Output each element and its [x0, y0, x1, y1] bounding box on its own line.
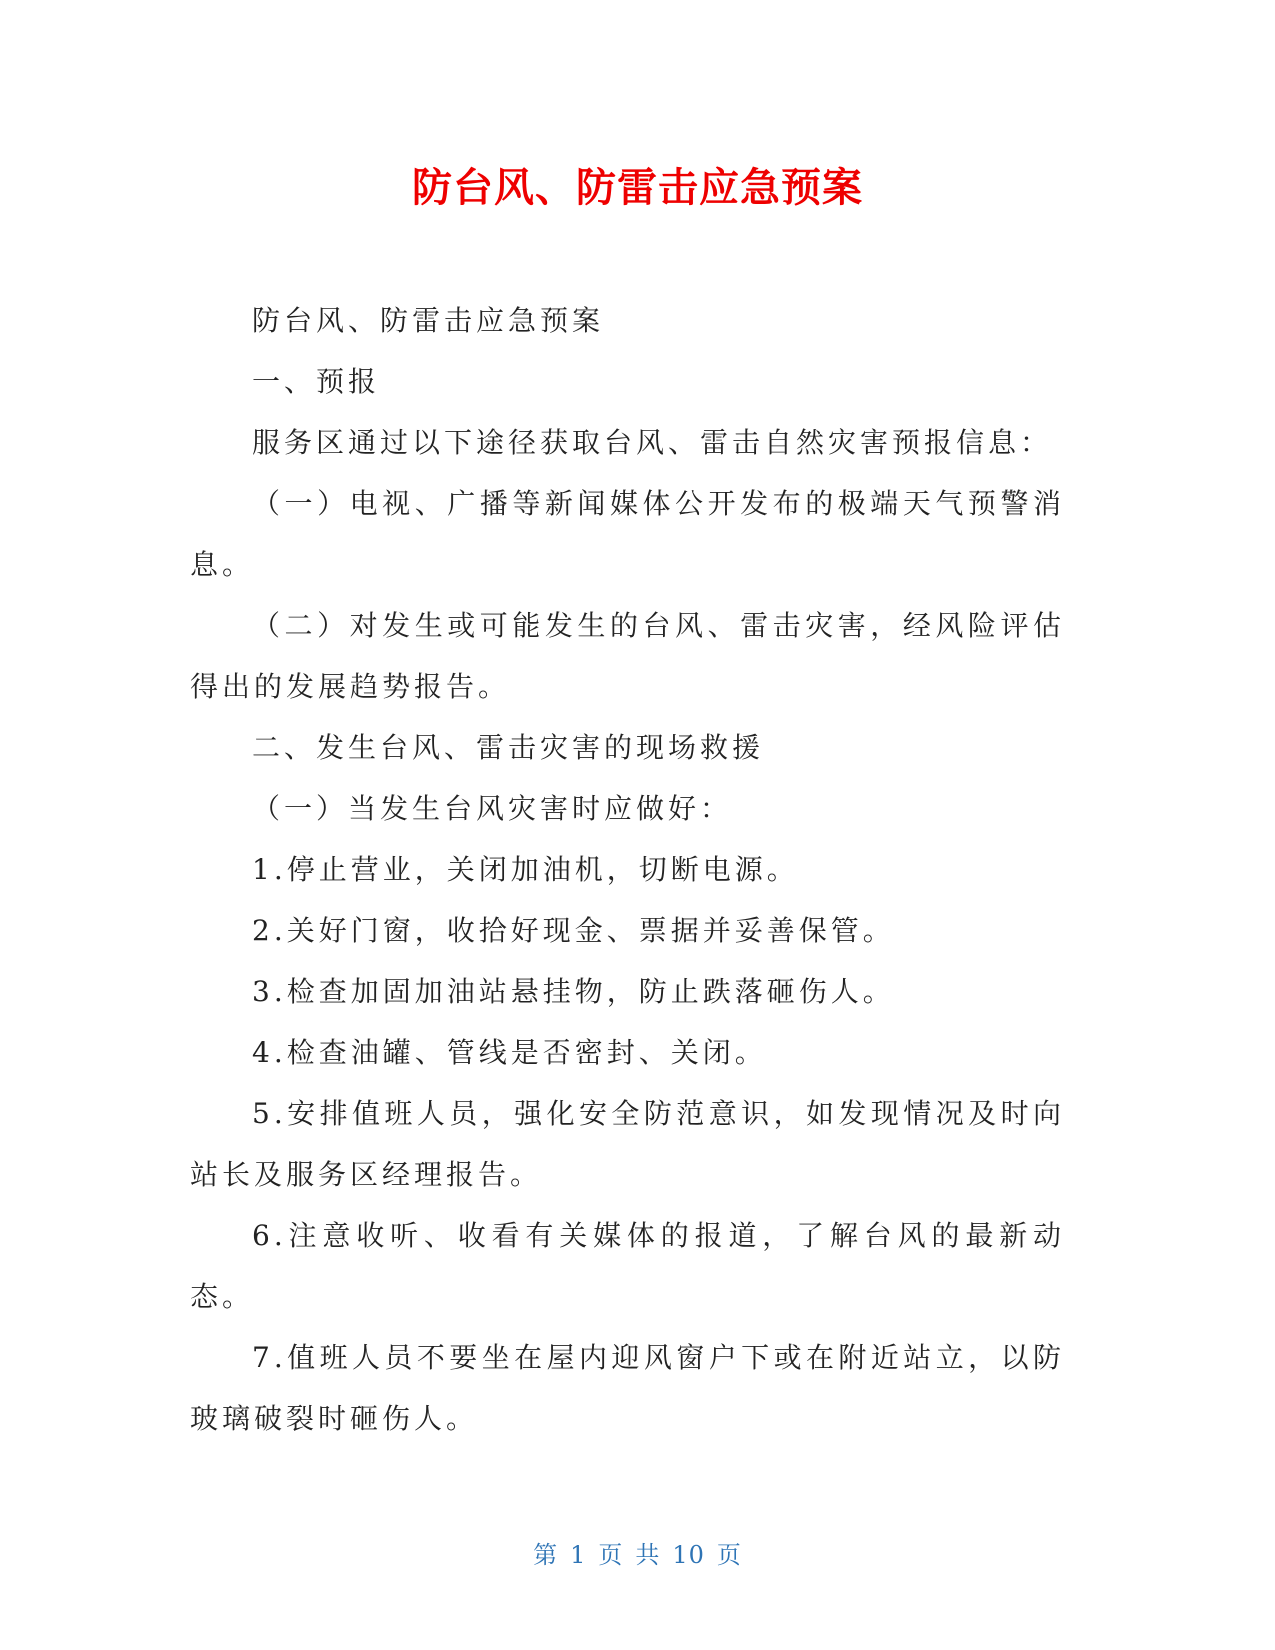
section-heading: 二、发生台风、雷击灾害的现场救援 — [252, 731, 765, 764]
section-heading: 一、预报 — [252, 365, 381, 398]
list-item: 4.检查油罐、管线是否密封、关闭。 — [252, 1036, 767, 1069]
list-item: （二）对发生或可能发生的台风、雷击灾害，经风险评估得出的发展趋势报告。 — [190, 609, 1065, 703]
list-item: （一）电视、广播等新闻媒体公开发布的极端天气预警消息。 — [190, 487, 1065, 581]
page-footer — [0, 1540, 1275, 1570]
paragraph: 防台风、防雷击应急预案 — [252, 304, 605, 337]
footer-label-total: 共 — [635, 1541, 661, 1569]
subsection-heading: （一）当发生台风灾害时应做好： — [252, 792, 733, 825]
document-title: 防台风、防雷击应急预案 — [412, 165, 863, 211]
paragraph: 服务区通过以下途径获取台风、雷击自然灾害预报信息： — [252, 426, 1053, 459]
list-item: 2.关好门窗，收拾好现金、票据并妥善保管。 — [252, 914, 895, 947]
document-body — [190, 290, 1065, 1449]
footer-label-prefix: 第 — [533, 1541, 559, 1569]
list-item: 5.安排值班人员，强化安全防范意识，如发现情况及时向站长及服务区经理报告。 — [190, 1097, 1065, 1191]
footer-total-pages: 10 — [672, 1541, 705, 1569]
list-item: 1.停止营业，关闭加油机，切断电源。 — [252, 853, 799, 886]
footer-label-suffix: 页 — [716, 1541, 742, 1569]
list-item: 3.检查加固加油站悬挂物，防止跌落砸伤人。 — [252, 975, 895, 1008]
footer-current-page: 1 — [570, 1541, 587, 1569]
footer-label-page: 页 — [598, 1541, 624, 1569]
list-item: 6.注意收听、收看有关媒体的报道，了解台风的最新动态。 — [190, 1219, 1065, 1313]
list-item: 7.值班人员不要坐在屋内迎风窗户下或在附近站立，以防玻璃破裂时砸伤人。 — [190, 1341, 1065, 1435]
